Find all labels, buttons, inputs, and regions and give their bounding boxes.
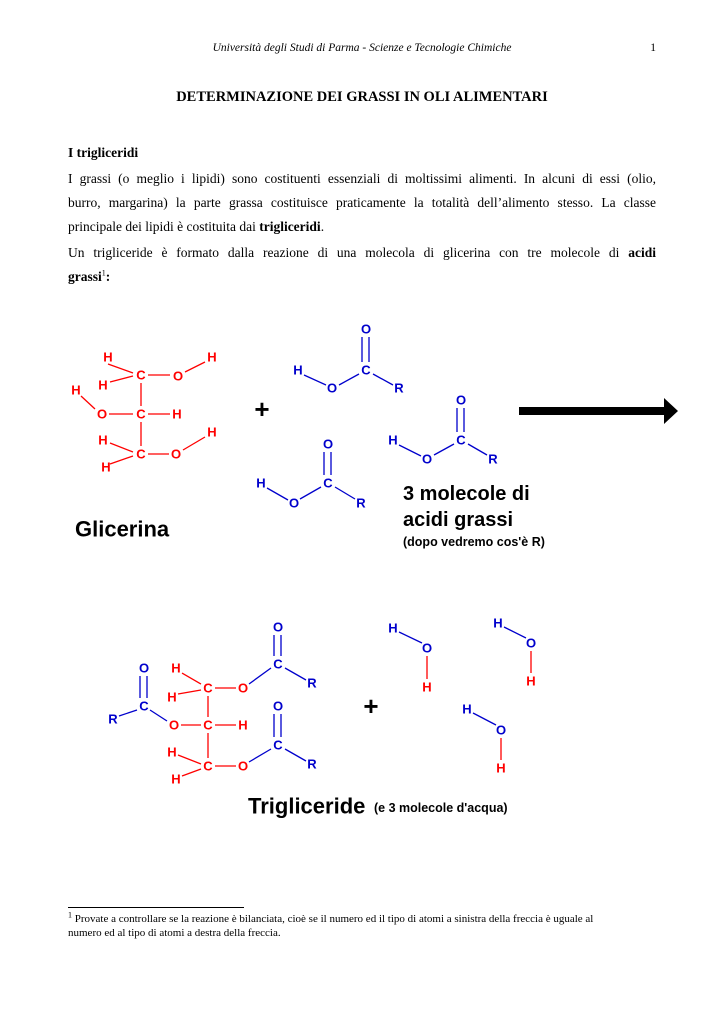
bond-line — [108, 364, 133, 373]
atom-o: O — [421, 451, 433, 467]
bond-line — [335, 487, 355, 499]
atom-h: H — [171, 771, 181, 787]
p2-text: Un trigliceride è formato dalla reazione di una molecola di glicerina con tre molecole di — [68, 245, 629, 260]
atom-c: C — [361, 362, 371, 378]
atom-c: C — [323, 475, 333, 491]
bond-line — [119, 710, 137, 716]
bond-line — [110, 456, 133, 464]
atom-h: H — [462, 701, 472, 717]
atom-h: H — [103, 349, 113, 365]
atom-o: O — [421, 640, 433, 656]
reaction-arrow — [519, 398, 678, 424]
atom-o: O — [525, 635, 537, 651]
atom-r: R — [394, 380, 404, 396]
atom-h: H — [388, 432, 398, 448]
bond-line — [185, 362, 205, 372]
bond-line — [183, 437, 205, 450]
atom-h: H — [422, 679, 432, 695]
atom-o: O — [237, 680, 249, 696]
atom-o: O — [138, 660, 150, 676]
bond-line — [249, 749, 271, 762]
atom-o: O — [272, 698, 284, 714]
bond-line — [285, 749, 306, 761]
header-text: Università degli Studi di Parma - Scienze e Tecnologie Chimiche — [212, 42, 512, 54]
footnote-mark: 1 — [68, 910, 72, 920]
atom-r: R — [307, 675, 317, 691]
atom-r: R — [488, 451, 498, 467]
acids-note: (dopo vedremo cos'è R) — [403, 535, 545, 549]
p2-bold-acidi: acidi — [628, 245, 656, 260]
bond-line — [178, 755, 201, 764]
plus-sign-1: + — [254, 394, 270, 424]
atom-h: H — [493, 615, 503, 631]
footnote-text-line-2: numero ed al tipo di atomi a destra della freccia. — [68, 927, 281, 939]
atom-h: H — [171, 660, 181, 676]
paragraph-1-line-2: burro, margarina) la parte grassa costituisce praticamente la totalità dell’alimento stesso. La classe — [68, 195, 656, 210]
bond-lines — [81, 337, 678, 776]
atom-h: H — [207, 424, 217, 440]
atom-c: C — [203, 717, 213, 733]
atom-h: H — [256, 475, 266, 491]
atom-o: O — [360, 321, 372, 337]
atom-h: H — [71, 382, 81, 398]
bond-line — [267, 488, 288, 500]
plus-sign-2: + — [363, 691, 379, 721]
atom-c: C — [203, 680, 213, 696]
trigliceride-label: Trigliceride — [248, 793, 366, 819]
bond-line — [285, 668, 306, 680]
bond-line — [300, 487, 321, 499]
atom-h: H — [496, 760, 506, 776]
bond-line — [182, 769, 201, 776]
atom-c: C — [136, 446, 146, 462]
section-heading: I trigliceridi — [68, 145, 139, 160]
atom-r: R — [108, 711, 118, 727]
bond-line — [373, 374, 393, 385]
atom-h: H — [293, 362, 303, 378]
trigliceride-note: (e 3 molecole d'acqua) — [374, 801, 508, 815]
atom-o: O — [172, 368, 184, 384]
bond-line — [150, 710, 167, 721]
glicerina-label: Glicerina — [75, 516, 170, 542]
paragraph-1-line-1: I grassi (o meglio i lipidi) sono costituenti essenziali di moltissimi alimenti. In alcuni di essi (olio, — [68, 171, 656, 186]
bond-line — [339, 374, 359, 385]
document-title: DETERMINAZIONE DEI GRASSI IN OLI ALIMENTARI — [176, 89, 548, 105]
footnote — [68, 912, 656, 940]
bond-line — [504, 627, 526, 638]
footnote-separator — [68, 907, 244, 908]
atom-c: C — [273, 737, 283, 753]
footnote-ref: 1 — [101, 268, 106, 278]
atom-h: H — [172, 406, 182, 422]
footnote-text-line-1: Provate a controllare se la reazione è bilanciata, cioè se il numero ed il tipo di atomi a sinistra della freccia è uguale al — [72, 913, 594, 925]
bond-line — [182, 673, 201, 684]
atom-h: H — [98, 432, 108, 448]
bond-line — [110, 376, 133, 382]
acids-label-line-1: 3 molecole di — [403, 483, 530, 505]
atom-o: O — [495, 722, 507, 738]
bond-line — [399, 632, 422, 643]
bond-line — [81, 396, 95, 409]
atom-h: H — [101, 459, 111, 475]
atom-o: O — [322, 436, 334, 452]
bond-line — [178, 690, 201, 694]
atom-h: H — [238, 717, 248, 733]
atom-h: H — [207, 349, 217, 365]
atom-h: H — [167, 744, 177, 760]
bond-line — [473, 713, 496, 725]
atom-r: R — [356, 495, 366, 511]
atom-h: H — [167, 689, 177, 705]
p1-period: . — [320, 219, 325, 234]
p1-text: principale dei lipidi è costituita dai — [68, 219, 260, 234]
atom-c: C — [139, 698, 149, 714]
atom-c: C — [273, 656, 283, 672]
atom-o: O — [170, 446, 182, 462]
atom-r: R — [307, 756, 317, 772]
page-number: 1 — [650, 42, 656, 54]
atom-o: O — [455, 392, 467, 408]
atom-c: C — [203, 758, 213, 774]
bond-line — [399, 445, 421, 456]
atom-o: O — [237, 758, 249, 774]
bond-line — [249, 668, 271, 684]
atom-o: O — [326, 380, 338, 396]
atom-o: O — [168, 717, 180, 733]
atom-c: C — [136, 367, 146, 383]
atom-o: O — [96, 406, 108, 422]
atom-h: H — [388, 620, 398, 636]
p2-colon: : — [105, 269, 111, 284]
bond-line — [110, 443, 133, 452]
atom-o: O — [272, 619, 284, 635]
acids-label-line-2: acidi grassi — [403, 509, 514, 531]
p1-bold-trigliceridi: trigliceridi — [259, 219, 321, 234]
atom-c: C — [136, 406, 146, 422]
bond-line — [468, 444, 487, 455]
atom-o: O — [288, 495, 300, 511]
bond-line — [304, 375, 326, 385]
atom-c: C — [456, 432, 466, 448]
atom-h: H — [98, 377, 108, 393]
p2-bold-grassi: grassi — [68, 269, 102, 284]
bond-line — [434, 444, 454, 455]
atom-h: H — [526, 673, 536, 689]
